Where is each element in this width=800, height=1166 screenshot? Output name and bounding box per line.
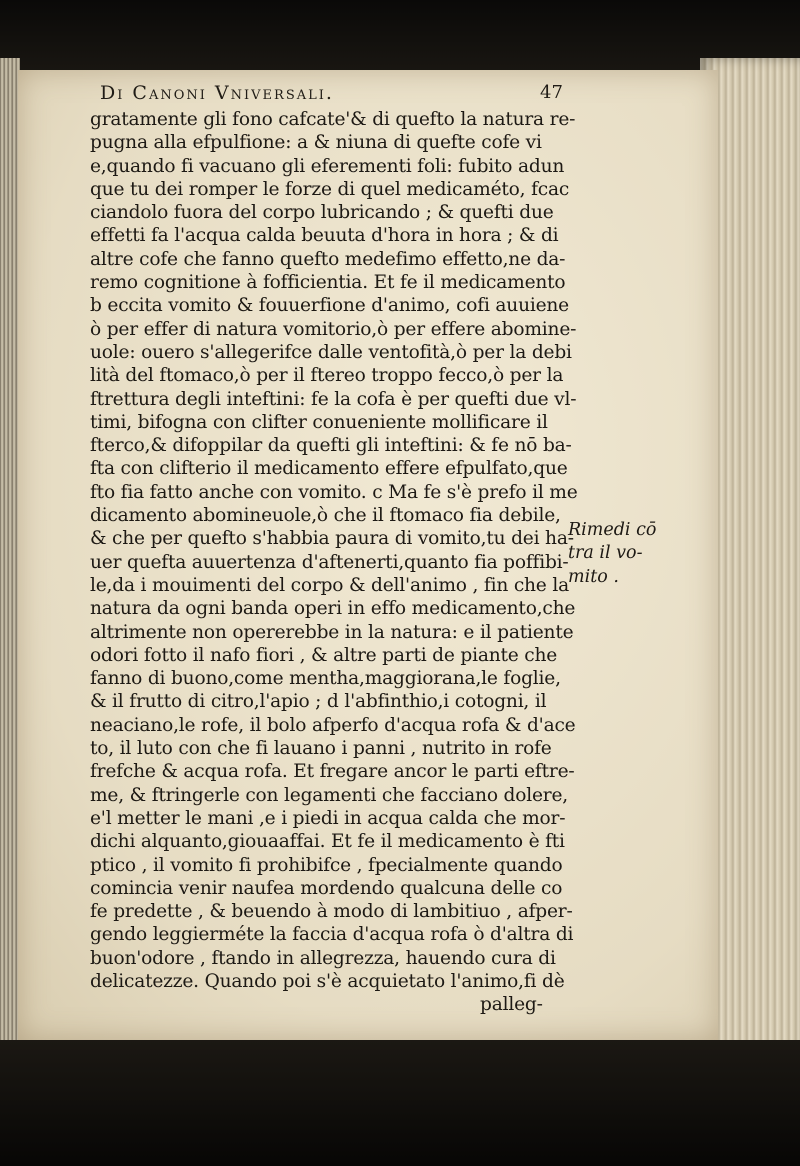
text-line: le,da i mouimenti del corpo & dell'animo , fin che la bbox=[90, 574, 569, 596]
book-left-edge bbox=[0, 58, 20, 1058]
text-line: timi, bifogna con clifter conueniente mollificare il bbox=[90, 411, 548, 433]
text-line: uole: ouero s'allegerifce dalle ventofità,ò per la debi bbox=[90, 341, 572, 363]
text-line: fe predette , & beuendo à modo di lambitiuo , afper- bbox=[90, 901, 573, 923]
text-line: fto fia fatto anche con vomito. c Ma fe s'è prefo il me bbox=[90, 481, 578, 503]
text-line: delicatezze. Quando poi s'è acquietato l'animo,fi dè bbox=[90, 970, 565, 992]
text-line: to, il luto con che fi lauano i panni , nutrito in rofe bbox=[90, 738, 552, 760]
text-line: buon'odore , ftando in allegrezza, hauendo cura di bbox=[90, 947, 556, 969]
text-line: b eccita vomito & fouuerfione d'animo, cofi auuiene bbox=[90, 295, 569, 317]
text-line: ptico , il vomito fi prohibifce , fpecialmente quando bbox=[90, 854, 563, 876]
text-line: e'l metter le mani ,e i piedi in acqua calda che mor- bbox=[90, 807, 566, 829]
text-line: odori fotto il nafo fiori , & altre parti de piante che bbox=[90, 644, 558, 666]
text-line: remo cognitione à fofficientia. Et fe il medicamento bbox=[90, 272, 566, 294]
body-text bbox=[90, 108, 630, 1017]
text-line: fterco,& difoppilar da quefti gli inteftini: & fe nō ba- bbox=[90, 435, 572, 457]
text-line: uer quefta auuertenza d'aftenerti,quanto fia poffibi- bbox=[90, 551, 569, 573]
text-line: ftrettura degli inteftini: fe la cofa è per quefti due vl- bbox=[90, 388, 577, 410]
text-line: altrimente non opererebbe in la natura: e il patiente bbox=[90, 621, 574, 643]
text-line: lità del ftomaco,ò per il ftereo troppo fecco,ò per la bbox=[90, 365, 564, 387]
text-line: dichi alquanto,giouaaffai. Et fe il medicamento è fti bbox=[90, 831, 565, 853]
page-header bbox=[100, 82, 600, 110]
page-number: 47 bbox=[540, 82, 563, 103]
scan-top-background bbox=[0, 0, 800, 78]
text-line: neaciano,le rofe, il bolo afperfo d'acqua rofa & d'ace bbox=[90, 714, 576, 736]
margin-note bbox=[568, 519, 678, 589]
text-line: altre cofe che fanno quefto medefimo effetto,ne da- bbox=[90, 248, 566, 270]
text-line: comincia venir naufea mordendo qualcuna delle co bbox=[90, 877, 563, 899]
text-line: ò per effer di natura vomitorio,ò per effere abomine- bbox=[90, 318, 577, 340]
text-line: e,quando fi vacuano gli eferementi foli: fubito adun bbox=[90, 155, 565, 177]
text-line: fanno di buono,come mentha,maggiorana,le foglie, bbox=[90, 668, 561, 690]
text-line: gratamente gli fono cafcate'& di quefto la natura re- bbox=[90, 109, 576, 130]
text-line: que tu dei romper le forze di quel medicaméto, fcac bbox=[90, 178, 570, 200]
text-line: pugna alla efpulfione: a & niuna di quefte cofe vi bbox=[90, 132, 542, 154]
text-line: fta con clifterio il medicamento effere efpulfato,que bbox=[90, 458, 568, 480]
text-line: & che per quefto s'habbia paura di vomito,tu dei ha- bbox=[90, 528, 574, 550]
text-line: & il frutto di citro,l'apio ; d l'abfinthio,i cotogni, il bbox=[90, 691, 547, 713]
margin-note-line: tra il vo- bbox=[568, 543, 643, 564]
running-head: Di Canoni Vniversali. bbox=[100, 82, 334, 104]
margin-note-line: Rimedi cō bbox=[568, 520, 657, 540]
margin-note-line: mito . bbox=[568, 566, 619, 587]
scan-bottom-background bbox=[0, 1040, 800, 1166]
text-line: me, & ftringerle con legamenti che facciano dolere, bbox=[90, 784, 568, 806]
text-line: ciandolo fuora del corpo lubricando ; & quefti due bbox=[90, 202, 554, 224]
text-line: dicamento abomineuole,ò che il ftomaco fia debile, bbox=[90, 505, 561, 527]
catchword: palleg- bbox=[480, 994, 543, 1016]
text-line: effetti fa l'acqua calda beuuta d'hora in hora ; & di bbox=[90, 225, 559, 247]
text-line: gendo leggierméte la faccia d'acqua rofa ò d'altra di bbox=[90, 924, 574, 946]
text-line: frefche & acqua rofa. Et fregare ancor le parti eftre- bbox=[90, 761, 575, 783]
text-line: natura da ogni banda operi in effo medicamento,che bbox=[90, 598, 576, 620]
